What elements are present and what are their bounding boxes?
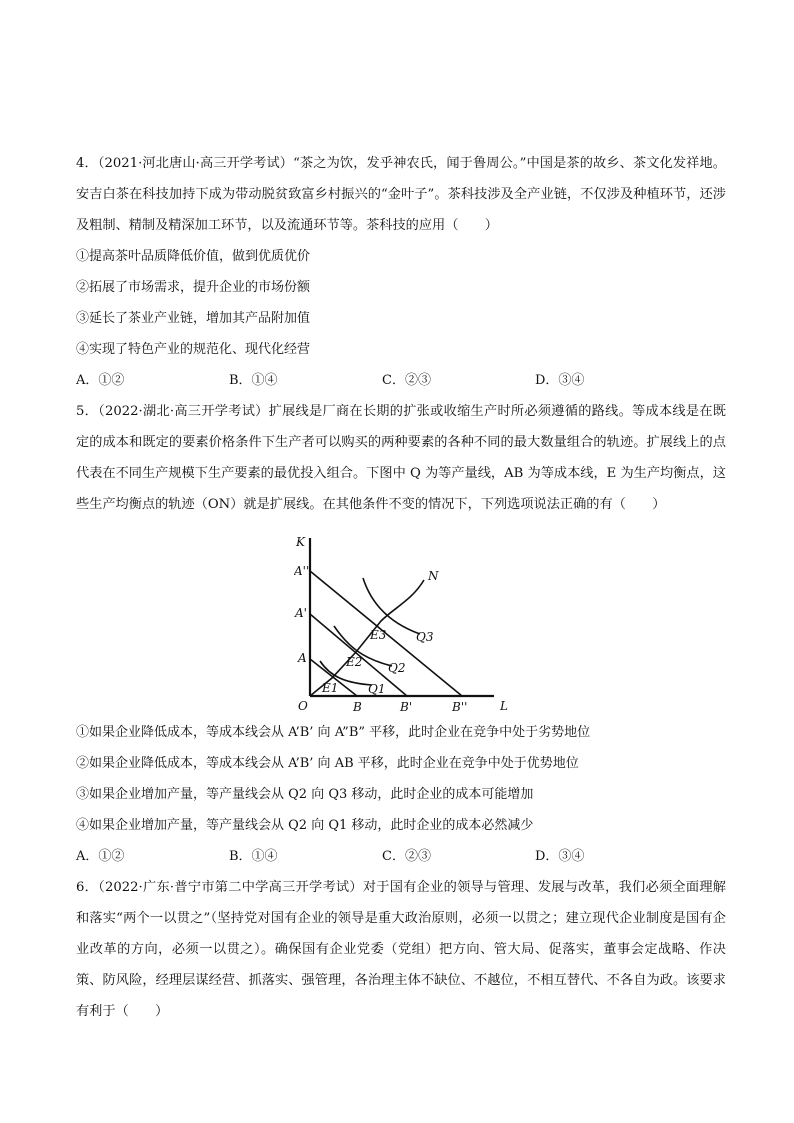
- question-4-option-4: ④实现了特色产业的规范化、现代化经营: [76, 342, 311, 357]
- question-6-stem: 6．（2022·广东·普宁市第二中学高三开学考试）对于国有企业的领导与管理、发展与改革，我们必须全面理解和落实“两个一以贯之”（坚持党对国有企业的领导是重大政治原则，必须一以贯之；建立现代企业制度是国有企业改革的方向，必须一以贯之）。确保国有企业党委（党组）把方向、管大局、促落实，董事会定战略、作决策、防风险，经理层谋经营、抓落实、强管理，各治理主体不缺位、不越位，不相互替代、不各自为政。该要求有利于（ ）: [76, 880, 726, 1019]
- expansion-line-on: [310, 580, 424, 696]
- question-4-choices: [76, 365, 726, 396]
- label-q3: Q3: [416, 630, 434, 644]
- tick-b2: B'': [452, 700, 468, 713]
- label-q1: Q1: [368, 682, 386, 696]
- question-4-choice-d: D．③④: [535, 373, 585, 388]
- question-5-stem: 5．（2022·湖北·高三开学考试）扩展线是厂商在长期的扩张或收缩生产时所必须遵循的路线。等成本线是在既定的成本和既定的要素价格条件下生产者可以购买的两种要素的各种不同的最大数量组合的轨迹。扩展线上的点代表在不同生产规模下生产要素的最优投入组合。下图中 Q 为等产量线，AB 为等成本线，E 为生产均衡点，这些生产均衡点的轨迹（ON）就是扩展线。在其他条件不变的情况下，下列选项说法正确的有（ ）: [76, 404, 726, 512]
- k-axis-label: K: [296, 535, 305, 549]
- origin-label: O: [298, 699, 308, 713]
- question-4-stem: 4．（2021·河北唐山·高三开学考试）“茶之为饮，发乎神农氏，闻于鲁周公。”中国是茶的故乡、茶文化发祥地。安吉白茶在科技加持下成为带动脱贫致富乡村振兴的“金叶子”。茶科技涉及全产业链，不仅涉及种植环节，还涉及粗制、精制及精深加工环节，以及流通环节等。茶科技的应用（ ）: [76, 156, 726, 233]
- label-q2: Q2: [388, 661, 406, 675]
- label-e2: E2: [346, 655, 363, 669]
- question-5-option-4: ④如果企业增加产量，等产量线会从 Q2 向 Q1 移动，此时企业的成本必然减少: [76, 818, 534, 833]
- tick-a: A: [298, 651, 307, 665]
- tick-a1: A': [295, 606, 307, 620]
- question-4-option-2: ②拓展了市场需求，提升企业的市场份额: [76, 280, 311, 295]
- isoquant-q3: [363, 578, 420, 634]
- question-5-option-1: ①如果企业降低成本，等成本线会从 A’B’ 向 A”B” 平移，此时企业在竞争中处于劣势地位: [76, 725, 591, 740]
- question-5-choice-c: C．②③: [382, 849, 431, 864]
- question-5-choice-a: A．①②: [76, 849, 125, 864]
- expansion-line-diagram: [294, 528, 534, 713]
- question-5-option-2: ②如果企业降低成本，等成本线会从 A’B’ 向 AB 平移，此时企业在竞争中处于优势地位: [76, 756, 579, 771]
- label-e1: E1: [322, 681, 339, 695]
- question-5-choice-b: B．①④: [229, 849, 278, 864]
- question-5-option-3: ③如果企业增加产量，等产量线会从 Q2 向 Q3 移动，此时企业的成本可能增加: [76, 787, 534, 802]
- question-4-option-1: ①提高茶叶品质降低价值，做到优质优价: [76, 249, 311, 264]
- question-5-choice-d: D．③④: [535, 849, 585, 864]
- question-4-choice-a: A．①②: [76, 373, 125, 388]
- label-e3: E3: [370, 628, 387, 642]
- label-n: N: [428, 569, 439, 583]
- document-page: [76, 148, 726, 1027]
- diagram-svg: [294, 528, 534, 713]
- question-4-choice-c: C．②③: [382, 373, 431, 388]
- question-4-option-3: ③延长了茶业产业链，增加其产品附加值: [76, 311, 311, 326]
- tick-a2: A'': [294, 564, 310, 578]
- question-5-choices: [76, 841, 726, 872]
- l-axis-label: L: [500, 699, 508, 713]
- tick-b1: B': [400, 700, 413, 713]
- tick-b: B: [353, 700, 362, 713]
- question-4-choice-b: B．①④: [229, 373, 278, 388]
